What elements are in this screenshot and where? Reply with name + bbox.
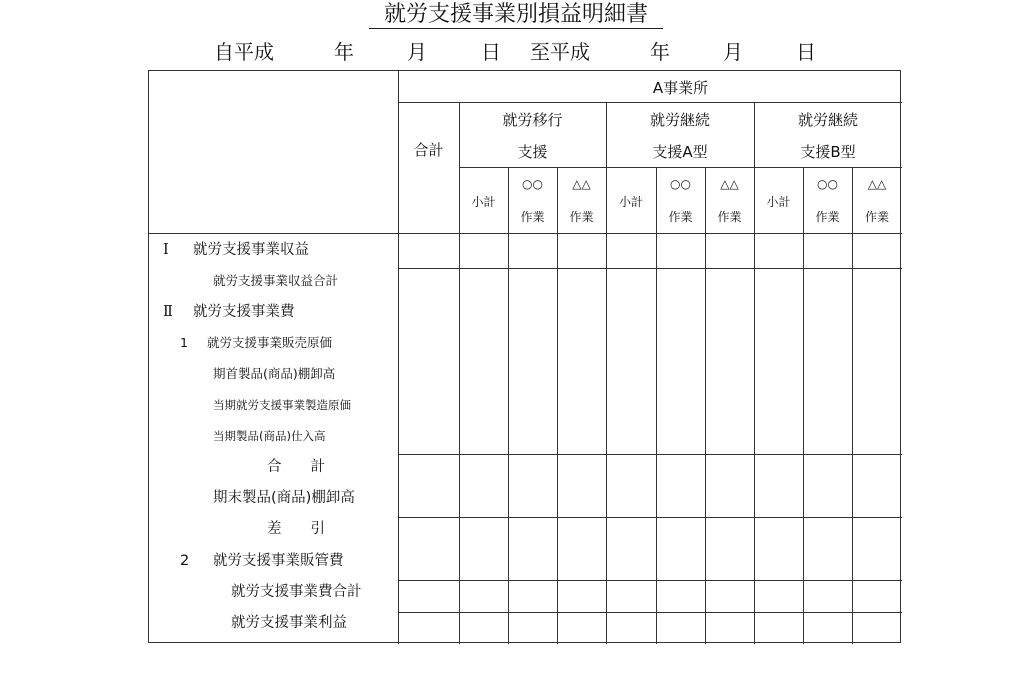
period-to-day: 日 xyxy=(796,40,816,64)
row-label-expenses-total: 就労支援事業費合計 xyxy=(231,584,362,600)
header-group-3-line2: 支援B型 xyxy=(800,143,856,161)
body-line xyxy=(398,268,902,269)
row-num: 2 xyxy=(180,553,190,569)
document-title: 就労支援事業別損益明細書 xyxy=(369,1,663,29)
header-group-1-line1: 就労移行 xyxy=(502,111,563,129)
period-to-prefix: 至平成 xyxy=(530,40,590,64)
cell-total-revenue-total-block[interactable] xyxy=(398,268,459,454)
subheader-work-a-2: 作業 xyxy=(815,210,840,224)
row-label-expenses: 就労支援事業費 xyxy=(193,304,295,320)
header-office: A事業所 xyxy=(652,79,709,97)
row-label-purchases: 当期製品(商品)仕入高 xyxy=(213,429,326,443)
subheader-work-b-2: 作業 xyxy=(717,210,742,224)
body-line xyxy=(398,612,902,613)
row-label-revenue: 就労支援事業収益 xyxy=(193,242,309,258)
subheader-work-b: △△ xyxy=(720,177,739,191)
period-from-year: 年 xyxy=(334,40,354,64)
cell-total-difference-block[interactable] xyxy=(398,517,459,580)
period-from-prefix: 自平成 xyxy=(214,40,274,64)
divider-group-2-3 xyxy=(754,102,755,644)
header-group-1-line2: 支援 xyxy=(517,143,548,161)
subcol-divider xyxy=(803,167,804,644)
period-to-year: 年 xyxy=(650,40,670,64)
row-label-opening-inventory: 期首製品(商品)棚卸高 xyxy=(213,366,336,381)
row-label-revenue-total: 就労支援事業収益合計 xyxy=(213,273,339,288)
row-label-closing-inventory: 期末製品(商品)棚卸高 xyxy=(213,490,355,506)
header-total: 合計 xyxy=(413,141,444,159)
cell-total-profit[interactable] xyxy=(398,612,459,644)
header-line-bottom xyxy=(149,233,902,234)
subheader-work-b-2: 作業 xyxy=(569,210,594,224)
subheader-work-b: △△ xyxy=(867,177,887,191)
divider-group-1-2 xyxy=(606,102,607,644)
row-label-manufacturing-cost: 当期就労支援事業製造原価 xyxy=(213,398,351,412)
row-num: 1 xyxy=(180,335,188,350)
row-label-difference: 差 引 xyxy=(267,521,325,537)
subheader-work-b: △△ xyxy=(572,177,591,191)
profit-loss-table xyxy=(148,70,901,643)
body-line xyxy=(398,517,902,518)
subcol-divider xyxy=(557,167,558,644)
cell-total-sum-block[interactable] xyxy=(398,454,459,517)
period-to-month: 月 xyxy=(723,40,743,64)
body-line xyxy=(398,454,902,455)
subheader-subtotal: 小計 xyxy=(471,195,496,209)
subheader-work-a: ○○ xyxy=(522,177,543,191)
header-group-2-line1: 就労継続 xyxy=(649,111,710,129)
period-from-day: 日 xyxy=(481,40,501,64)
divider-total-office xyxy=(459,102,460,644)
header-line-service xyxy=(459,167,902,168)
subcol-divider xyxy=(656,167,657,644)
period-from-month: 月 xyxy=(407,40,427,64)
subheader-work-a: ○○ xyxy=(817,177,838,191)
row-label-sga: 就労支援事業販管費 xyxy=(213,553,344,569)
cell-total-expenses-total[interactable] xyxy=(398,580,459,612)
subheader-work-b-2: 作業 xyxy=(864,210,889,224)
subheader-work-a: ○○ xyxy=(670,177,691,191)
cell-total-revenue[interactable] xyxy=(398,233,459,268)
row-label-profit: 就労支援事業利益 xyxy=(231,615,347,631)
subcol-divider xyxy=(508,167,509,644)
subcol-divider xyxy=(852,167,853,644)
header-line-office xyxy=(398,102,902,103)
row-label-sum: 合 計 xyxy=(267,459,325,475)
row-num: Ⅱ xyxy=(163,304,173,320)
subcol-divider xyxy=(705,167,706,644)
body-line xyxy=(398,580,902,581)
header-group-2-line2: 支援A型 xyxy=(652,143,708,161)
row-label-cost-of-sales: 就労支援事業販売原価 xyxy=(207,335,333,350)
subheader-subtotal: 小計 xyxy=(618,195,643,209)
subheader-work-a-2: 作業 xyxy=(520,210,545,224)
subheader-subtotal: 小計 xyxy=(766,195,791,209)
header-group-3-line1: 就労継続 xyxy=(797,111,858,129)
subheader-work-a-2: 作業 xyxy=(668,210,693,224)
row-num: Ⅰ xyxy=(163,242,169,258)
